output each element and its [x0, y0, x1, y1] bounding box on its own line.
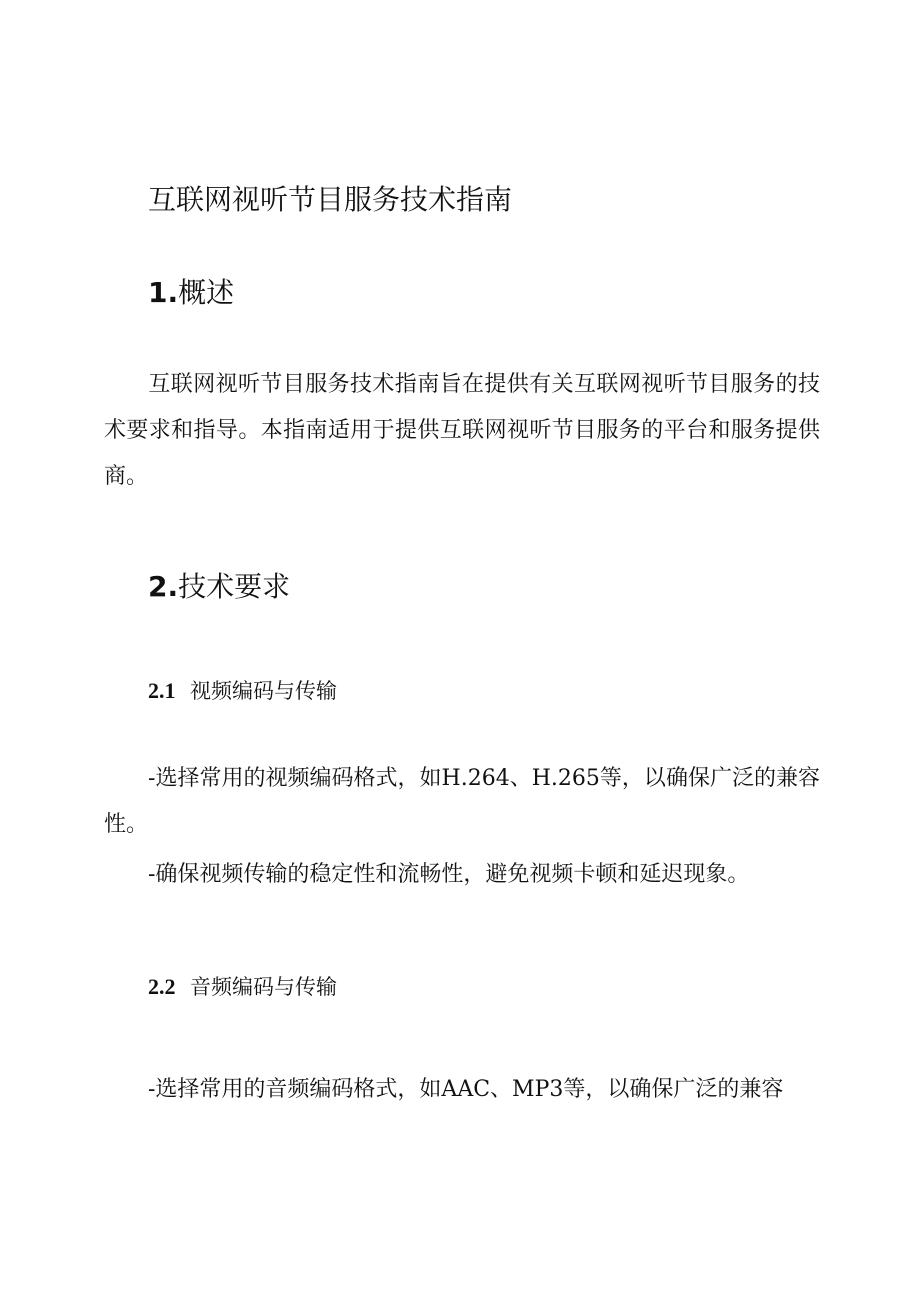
bullet-text: -选择常用的音频编码格式，如AAC、MP3等，以确保广泛的兼容: [148, 1077, 784, 1102]
section-heading-text: 概述: [178, 276, 235, 309]
subsection-title: 音频编码与传输: [190, 975, 337, 999]
subsection-heading-video: [148, 675, 337, 705]
section-heading-text: 技术要求: [178, 570, 291, 603]
document-title: 互联网视听节目服务技术指南: [148, 183, 513, 216]
subsection-number: 2.1: [148, 678, 176, 703]
bullet-text: -确保视频传输的稳定性和流畅性，避免视频卡顿和延迟现象。: [148, 862, 750, 887]
bullet-item: [104, 1067, 820, 1113]
subsection-heading-audio: [148, 971, 337, 1001]
subsection-title: 视频编码与传输: [190, 679, 337, 703]
section-heading-tech-requirements: [148, 565, 290, 605]
bullet-item: [104, 852, 820, 898]
paragraph-text: 互联网视听节目服务技术指南旨在提供有关互联网视听节目服务的技术要求和指导。本指南适用于提供互联网视听节目服务的平台和服务提供商。: [104, 372, 820, 489]
section-number: 1.: [148, 276, 179, 309]
subsection-number: 2.2: [148, 974, 176, 999]
bullet-text: -选择常用的视频编码格式，如H.264、H.265等，以确保广泛的兼容性。: [104, 766, 820, 837]
overview-paragraph: [104, 362, 820, 500]
section-heading-overview: [148, 271, 234, 311]
section-number: 2.: [148, 570, 179, 603]
bullet-item: [104, 756, 820, 848]
